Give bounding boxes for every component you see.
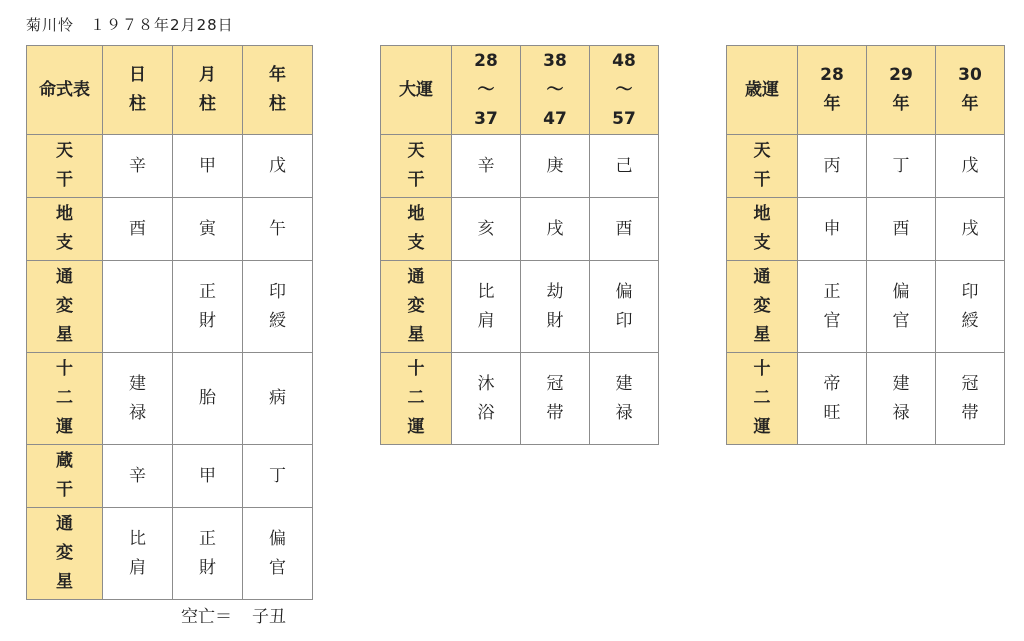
row-label-tsuhensei: 通変星: [381, 261, 452, 353]
row-label-juniun: 十二運: [727, 353, 798, 445]
cell: 正 財: [173, 261, 243, 353]
cell: 病: [243, 353, 313, 445]
cell: 午: [243, 198, 313, 261]
row-label-tsuhensei-2: 通変星: [27, 508, 103, 600]
cell: [103, 261, 173, 353]
cell: 酉: [590, 198, 659, 261]
cell: 沐 浴: [452, 353, 521, 445]
cell: 劫 財: [521, 261, 590, 353]
cell: 印 綬: [936, 261, 1005, 353]
saiun-col-2: 29 年: [867, 46, 936, 135]
kuubou-label: 空亡＝: [181, 607, 232, 627]
birth-date: １９７８年2月28日: [90, 16, 234, 34]
saiun-table: [726, 45, 1005, 445]
cell: 甲: [173, 445, 243, 508]
table-row: [27, 353, 313, 445]
cell: 庚: [521, 135, 590, 198]
cell: 亥: [452, 198, 521, 261]
cell: 冠 帯: [936, 353, 1005, 445]
cell: 戌: [521, 198, 590, 261]
cell: 辛: [103, 135, 173, 198]
cell: 申: [798, 198, 867, 261]
meishiki-col-year: 年柱: [243, 46, 313, 135]
cell: 辛: [103, 445, 173, 508]
cell: 偏 官: [243, 508, 313, 600]
table-row: [27, 508, 313, 600]
cell: 丁: [243, 445, 313, 508]
row-label-zoukan: 蔵干: [27, 445, 103, 508]
cell: 建 禄: [590, 353, 659, 445]
cell: 胎: [173, 353, 243, 445]
meishiki-corner-header: 命式表: [27, 46, 103, 135]
row-label-tsuhensei: 通変星: [727, 261, 798, 353]
table-row: [27, 198, 313, 261]
row-label-chishi: 地支: [27, 198, 103, 261]
cell: 建 禄: [867, 353, 936, 445]
taiun-corner-header: 大運: [381, 46, 452, 135]
cell: 辛: [452, 135, 521, 198]
table-row: [27, 135, 313, 198]
table-row: [727, 198, 1005, 261]
kuubou-line: [181, 602, 286, 627]
cell: 比 肩: [103, 508, 173, 600]
cell: 己: [590, 135, 659, 198]
saiun-col-1: 28 年: [798, 46, 867, 135]
cell: 建 禄: [103, 353, 173, 445]
cell: 酉: [103, 198, 173, 261]
taiun-col-1: 28 ～ 37: [452, 46, 521, 135]
cell: 戊: [936, 135, 1005, 198]
row-label-tenkan: 天干: [27, 135, 103, 198]
cell: 比 肩: [452, 261, 521, 353]
row-label-chishi: 地支: [381, 198, 452, 261]
row-label-chishi: 地支: [727, 198, 798, 261]
cell: 印 綬: [243, 261, 313, 353]
table-row: [727, 353, 1005, 445]
chart-title: [26, 14, 234, 35]
row-label-tsuhensei: 通変星: [27, 261, 103, 353]
cell: 帝 旺: [798, 353, 867, 445]
meishiki-col-day: 日柱: [103, 46, 173, 135]
taiun-col-3: 48 ～ 57: [590, 46, 659, 135]
taiun-table: [380, 45, 659, 445]
saiun-col-3: 30 年: [936, 46, 1005, 135]
table-row: [727, 135, 1005, 198]
saiun-corner-header: 歳運: [727, 46, 798, 135]
row-label-juniun: 十二運: [381, 353, 452, 445]
table-row: [381, 353, 659, 445]
table-row: [381, 135, 659, 198]
taiun-col-2: 38 ～ 47: [521, 46, 590, 135]
cell: 酉: [867, 198, 936, 261]
meishiki-table: [26, 45, 313, 600]
cell: 丙: [798, 135, 867, 198]
cell: 寅: [173, 198, 243, 261]
cell: 丁: [867, 135, 936, 198]
cell: 偏 官: [867, 261, 936, 353]
table-row: [27, 445, 313, 508]
person-name: 菊川怜: [26, 16, 75, 34]
kuubou-value: 子丑: [252, 607, 286, 627]
cell: 戊: [243, 135, 313, 198]
cell: 甲: [173, 135, 243, 198]
cell: 正 財: [173, 508, 243, 600]
table-row: [381, 261, 659, 353]
cell: 正 官: [798, 261, 867, 353]
table-row: [381, 198, 659, 261]
meishiki-col-month: 月柱: [173, 46, 243, 135]
row-label-tenkan: 天干: [381, 135, 452, 198]
table-row: [727, 261, 1005, 353]
row-label-juniun: 十二運: [27, 353, 103, 445]
cell: 冠 帯: [521, 353, 590, 445]
row-label-tenkan: 天干: [727, 135, 798, 198]
cell: 偏 印: [590, 261, 659, 353]
cell: 戌: [936, 198, 1005, 261]
table-row: [27, 261, 313, 353]
